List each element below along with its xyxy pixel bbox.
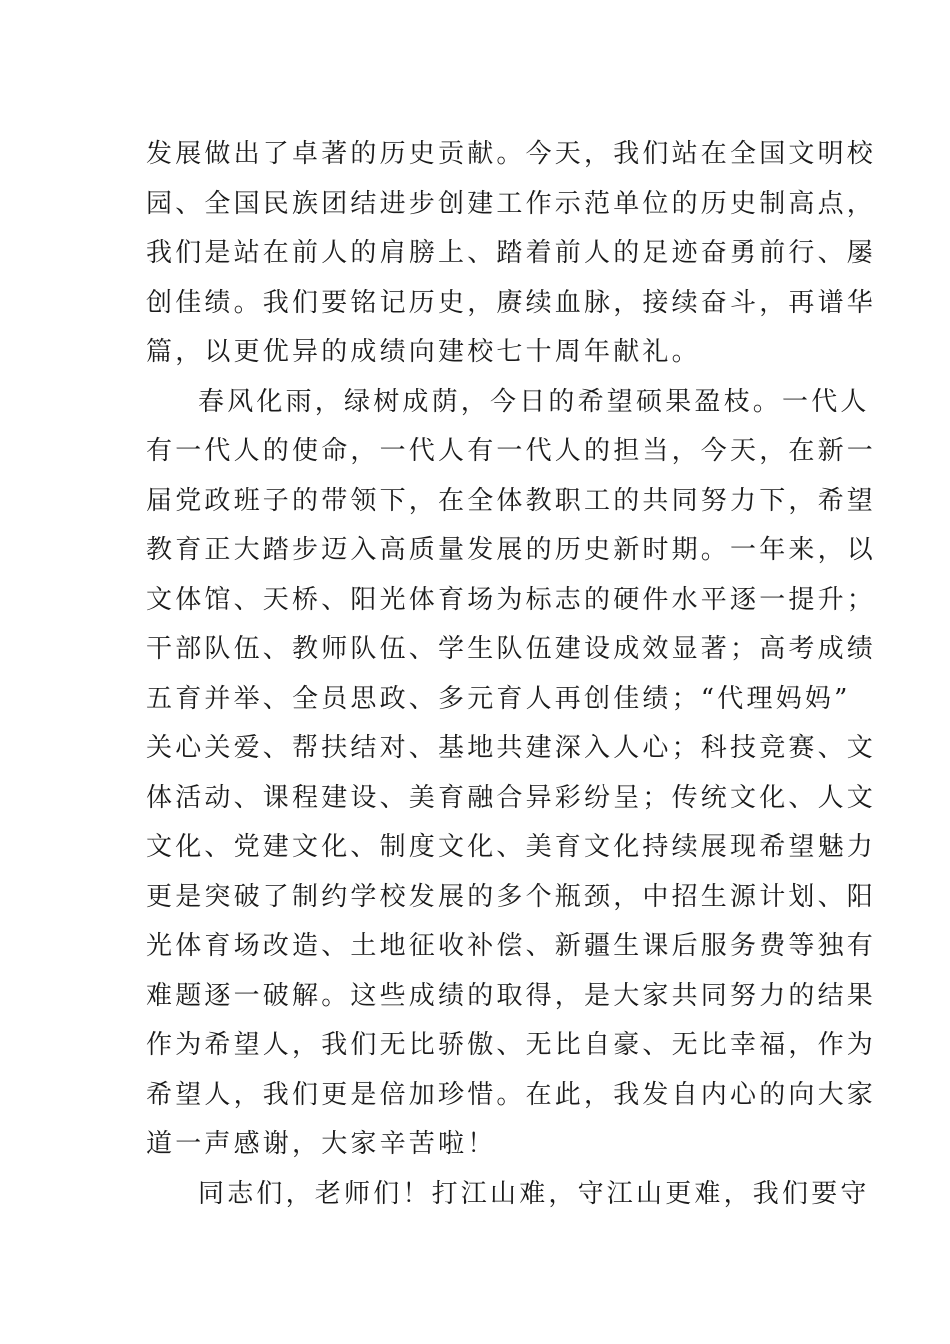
paragraph-first-line: 同志们，老师们！打江山难，守江山更难，我们要守 <box>198 1178 870 1209</box>
paragraph-first-line: 春风化雨，绿树成荫，今日的希望硕果盈枝。一代人 <box>198 386 870 417</box>
text-line: 创佳绩。我们要铭记历史，赓续血脉，接续奋斗，再谱华 <box>146 287 877 318</box>
text-line: 有一代人的使命，一代人有一代人的担当，今天，在新一 <box>146 436 877 466</box>
text-line: 难题逐一破解。这些成绩的取得，是大家共同努力的结果 <box>146 980 877 1011</box>
text-line: 更是突破了制约学校发展的多个瓶颈，中招生源计划、阳 <box>146 881 877 912</box>
text-line: 关心关爱、帮扶结对、基地共建深入人心；科技竞赛、文 <box>146 733 877 763</box>
text-line: 篇，以更优异的成绩向建校七十周年献礼。 <box>146 337 701 367</box>
text-line: 作为希望人，我们无比骄傲、无比自豪、无比幸福，作为 <box>146 1030 877 1060</box>
text-line: 希望人，我们更是倍加珍惜。在此，我发自内心的向大家 <box>146 1079 877 1110</box>
body-text <box>146 130 877 1219</box>
text-line: 五育并举、全员思政、多元育人再创佳绩；“代理妈妈” <box>146 683 851 714</box>
text-line: 园、全国民族团结进步创建工作示范单位的历史制高点， <box>146 188 877 219</box>
text-line: 文化、党建文化、制度文化、美育文化持续展现希望魅力 <box>146 832 877 862</box>
text-line: 光体育场改造、土地征收补偿、新疆生课后服务费等独有 <box>146 931 877 961</box>
text-line: 文体馆、天桥、阳光体育场为标志的硬件水平逐一提升； <box>146 584 877 615</box>
text-line: 我们是站在前人的肩膀上、踏着前人的足迹奋勇前行、屡 <box>146 238 877 268</box>
text-line: 道一声感谢，大家辛苦啦！ <box>146 1129 497 1159</box>
text-line: 教育正大踏步迈入高质量发展的历史新时期。一年来，以 <box>146 535 877 565</box>
text-line: 届党政班子的带领下，在全体教职工的共同努力下，希望 <box>146 485 877 516</box>
text-line: 发展做出了卓著的历史贡献。今天，我们站在全国文明校 <box>146 139 877 169</box>
text-line: 体活动、课程建设、美育融合异彩纷呈；传统文化、人文 <box>146 782 877 813</box>
text-line: 干部队伍、教师队伍、学生队伍建设成效显著；高考成绩 <box>146 634 877 664</box>
